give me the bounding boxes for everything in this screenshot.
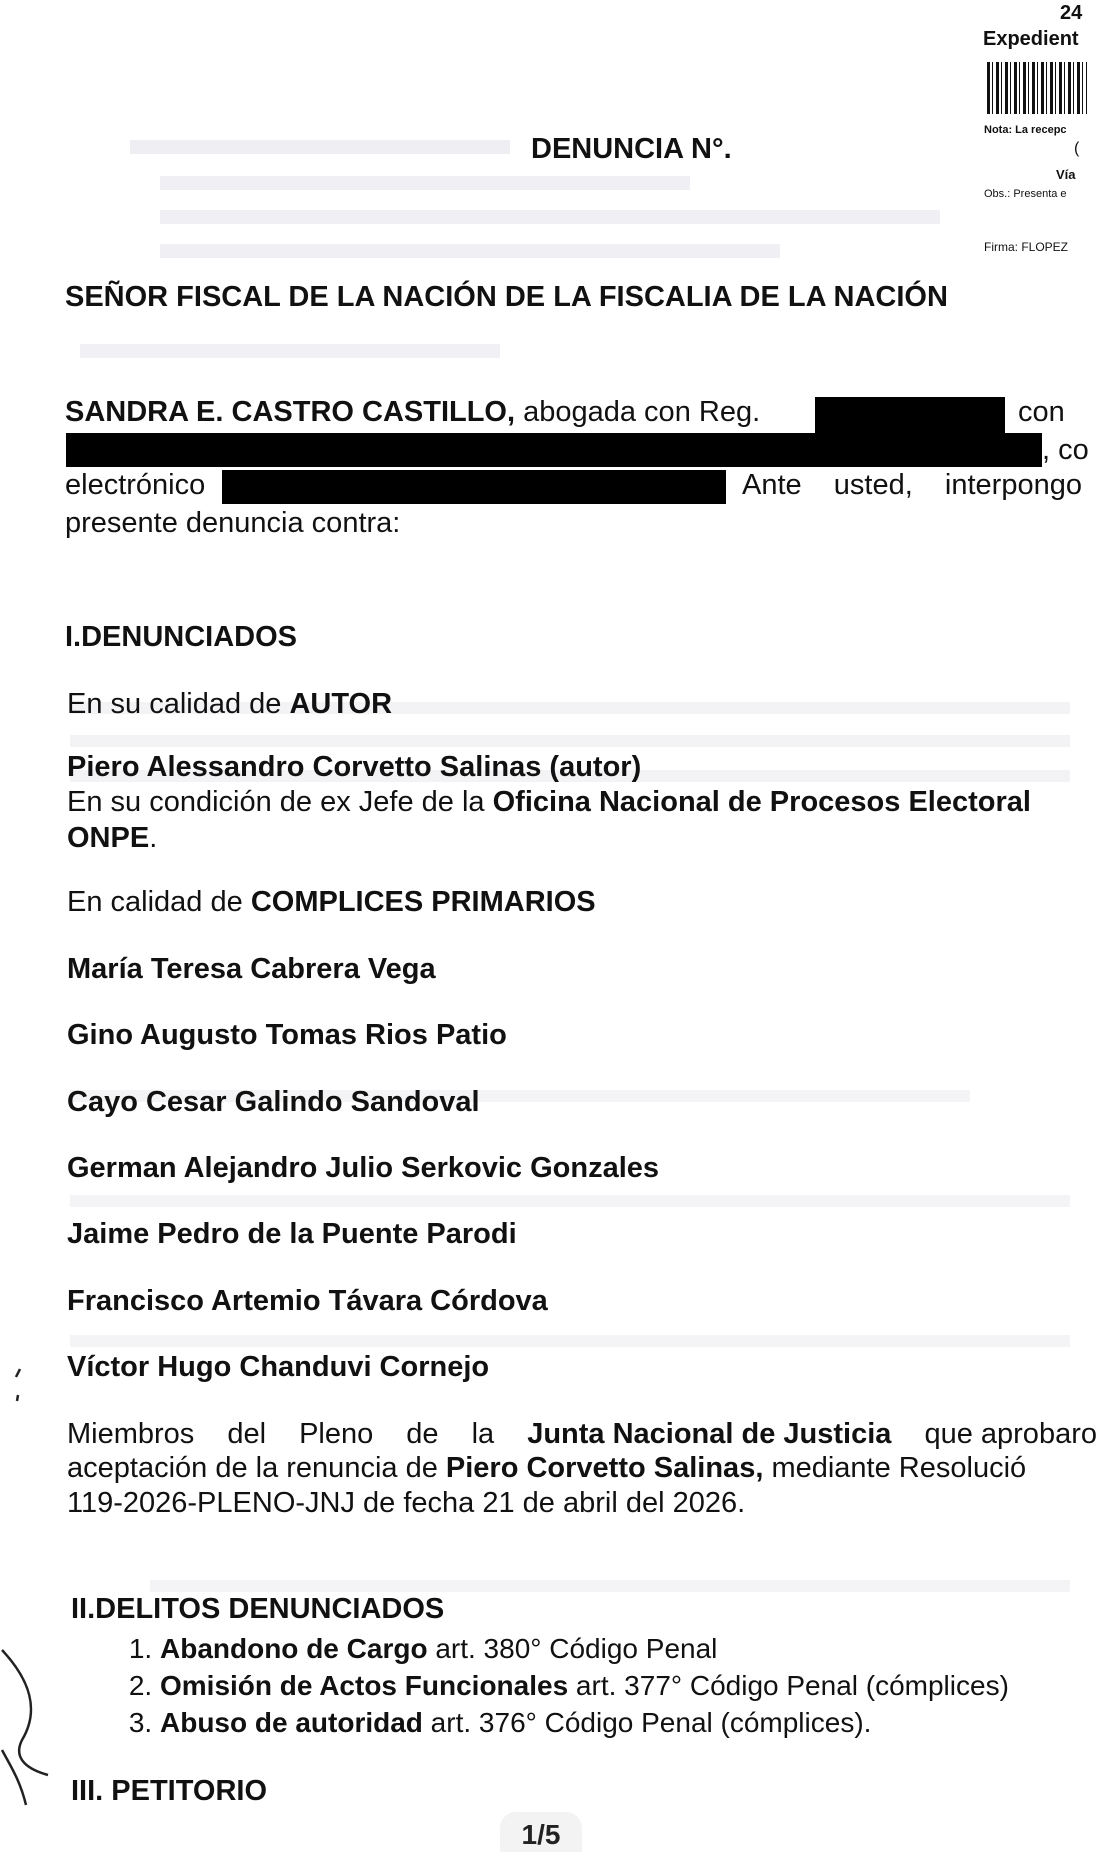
stamp-via: Vía [1056, 167, 1076, 182]
list-item: German Alejandro Julio Serkovic Gonzales [67, 1152, 660, 1184]
autor-name: Piero Alessandro Corvetto Salinas (autor) [67, 751, 642, 783]
stamp-firma: Firma: FLOPEZ [984, 240, 1069, 254]
list-item: Francisco Artemio Távara Córdova [67, 1285, 548, 1317]
stamp-expediente: Expedient [983, 28, 1079, 50]
addressee: SEÑOR FISCAL DE LA NACIÓN DE LA FISCALIA DE LA NACIÓN [65, 281, 948, 313]
section-heading-petitorio: III. PETITORIO [71, 1775, 268, 1807]
members-line-2: aceptación de la renuncia de Piero Corvetto Salinas, mediante Resolució [67, 1452, 1027, 1484]
list-item: 2. Omisión de Actos Funcionales art. 377° Código Penal (cómplices) [160, 1667, 1009, 1704]
autor-description: En su condición de ex Jefe de la Oficina Nacional de Procesos Electoral [67, 786, 1031, 818]
members-line-3: 119-2026-PLENO-JNJ de fecha 21 de abril del 2026. [67, 1487, 746, 1519]
stamp-paren: ( [1074, 140, 1080, 157]
page-number: 1/5 [500, 1812, 582, 1852]
delitos-list [120, 1630, 1009, 1741]
section-heading-denunciados: I.DENUNCIADOS [65, 621, 298, 653]
autor-line: En su calidad de AUTOR [67, 688, 393, 720]
list-item: Gino Augusto Tomas Rios Patio [67, 1019, 507, 1051]
signature-scribble-icon [0, 1600, 70, 1830]
redaction-bar [815, 397, 1005, 433]
document-title: DENUNCIA N°. [531, 133, 732, 165]
intro-line-1-text: abogada con Reg. [515, 396, 761, 428]
intro-line-3-start: electrónico [65, 469, 206, 501]
intro-line-3-words: Ante usted, interpongo [742, 469, 1082, 501]
members-line-1: Miembros del Pleno de la Junta Nacional de Justicia que aprobaro [67, 1418, 1097, 1450]
complices-line: En calidad de COMPLICES PRIMARIOS [67, 886, 596, 918]
redaction-bar [222, 470, 726, 504]
complices-label: COMPLICES PRIMARIOS [250, 886, 596, 918]
author-name: SANDRA E. CASTRO CASTILLO, [65, 396, 516, 428]
list-item: María Teresa Cabrera Vega [67, 953, 436, 985]
intro-line-1 [65, 398, 760, 427]
section-heading-delitos: II.DELITOS DENUNCIADOS [71, 1593, 445, 1625]
list-item: 3. Abuso de autoridad art. 376° Código Penal (cómplices). [160, 1704, 1009, 1741]
redaction-bar [66, 433, 1042, 467]
intro-line-4: presente denuncia contra: [65, 507, 401, 539]
stamp-nota: Nota: La recepc [984, 124, 1067, 136]
list-item: Jaime Pedro de la Puente Parodi [67, 1218, 517, 1250]
stamp-obs: Obs.: Presenta e [984, 188, 1067, 200]
list-item: Víctor Hugo Chanduvi Cornejo [67, 1351, 490, 1383]
autor-description-line-2: ONPE. [67, 822, 158, 854]
stamp-number: 24 [1060, 2, 1083, 24]
list-item: 1. Abandono de Cargo art. 380° Código Penal [160, 1630, 1009, 1667]
intro-line-1-end: con [1018, 396, 1065, 428]
margin-mark-icon [10, 1365, 30, 1405]
list-item: Cayo Cesar Galindo Sandoval [67, 1086, 480, 1118]
intro-line-2-end: , co [1042, 434, 1089, 466]
barcode-icon [987, 62, 1087, 114]
autor-label: AUTOR [289, 688, 393, 720]
